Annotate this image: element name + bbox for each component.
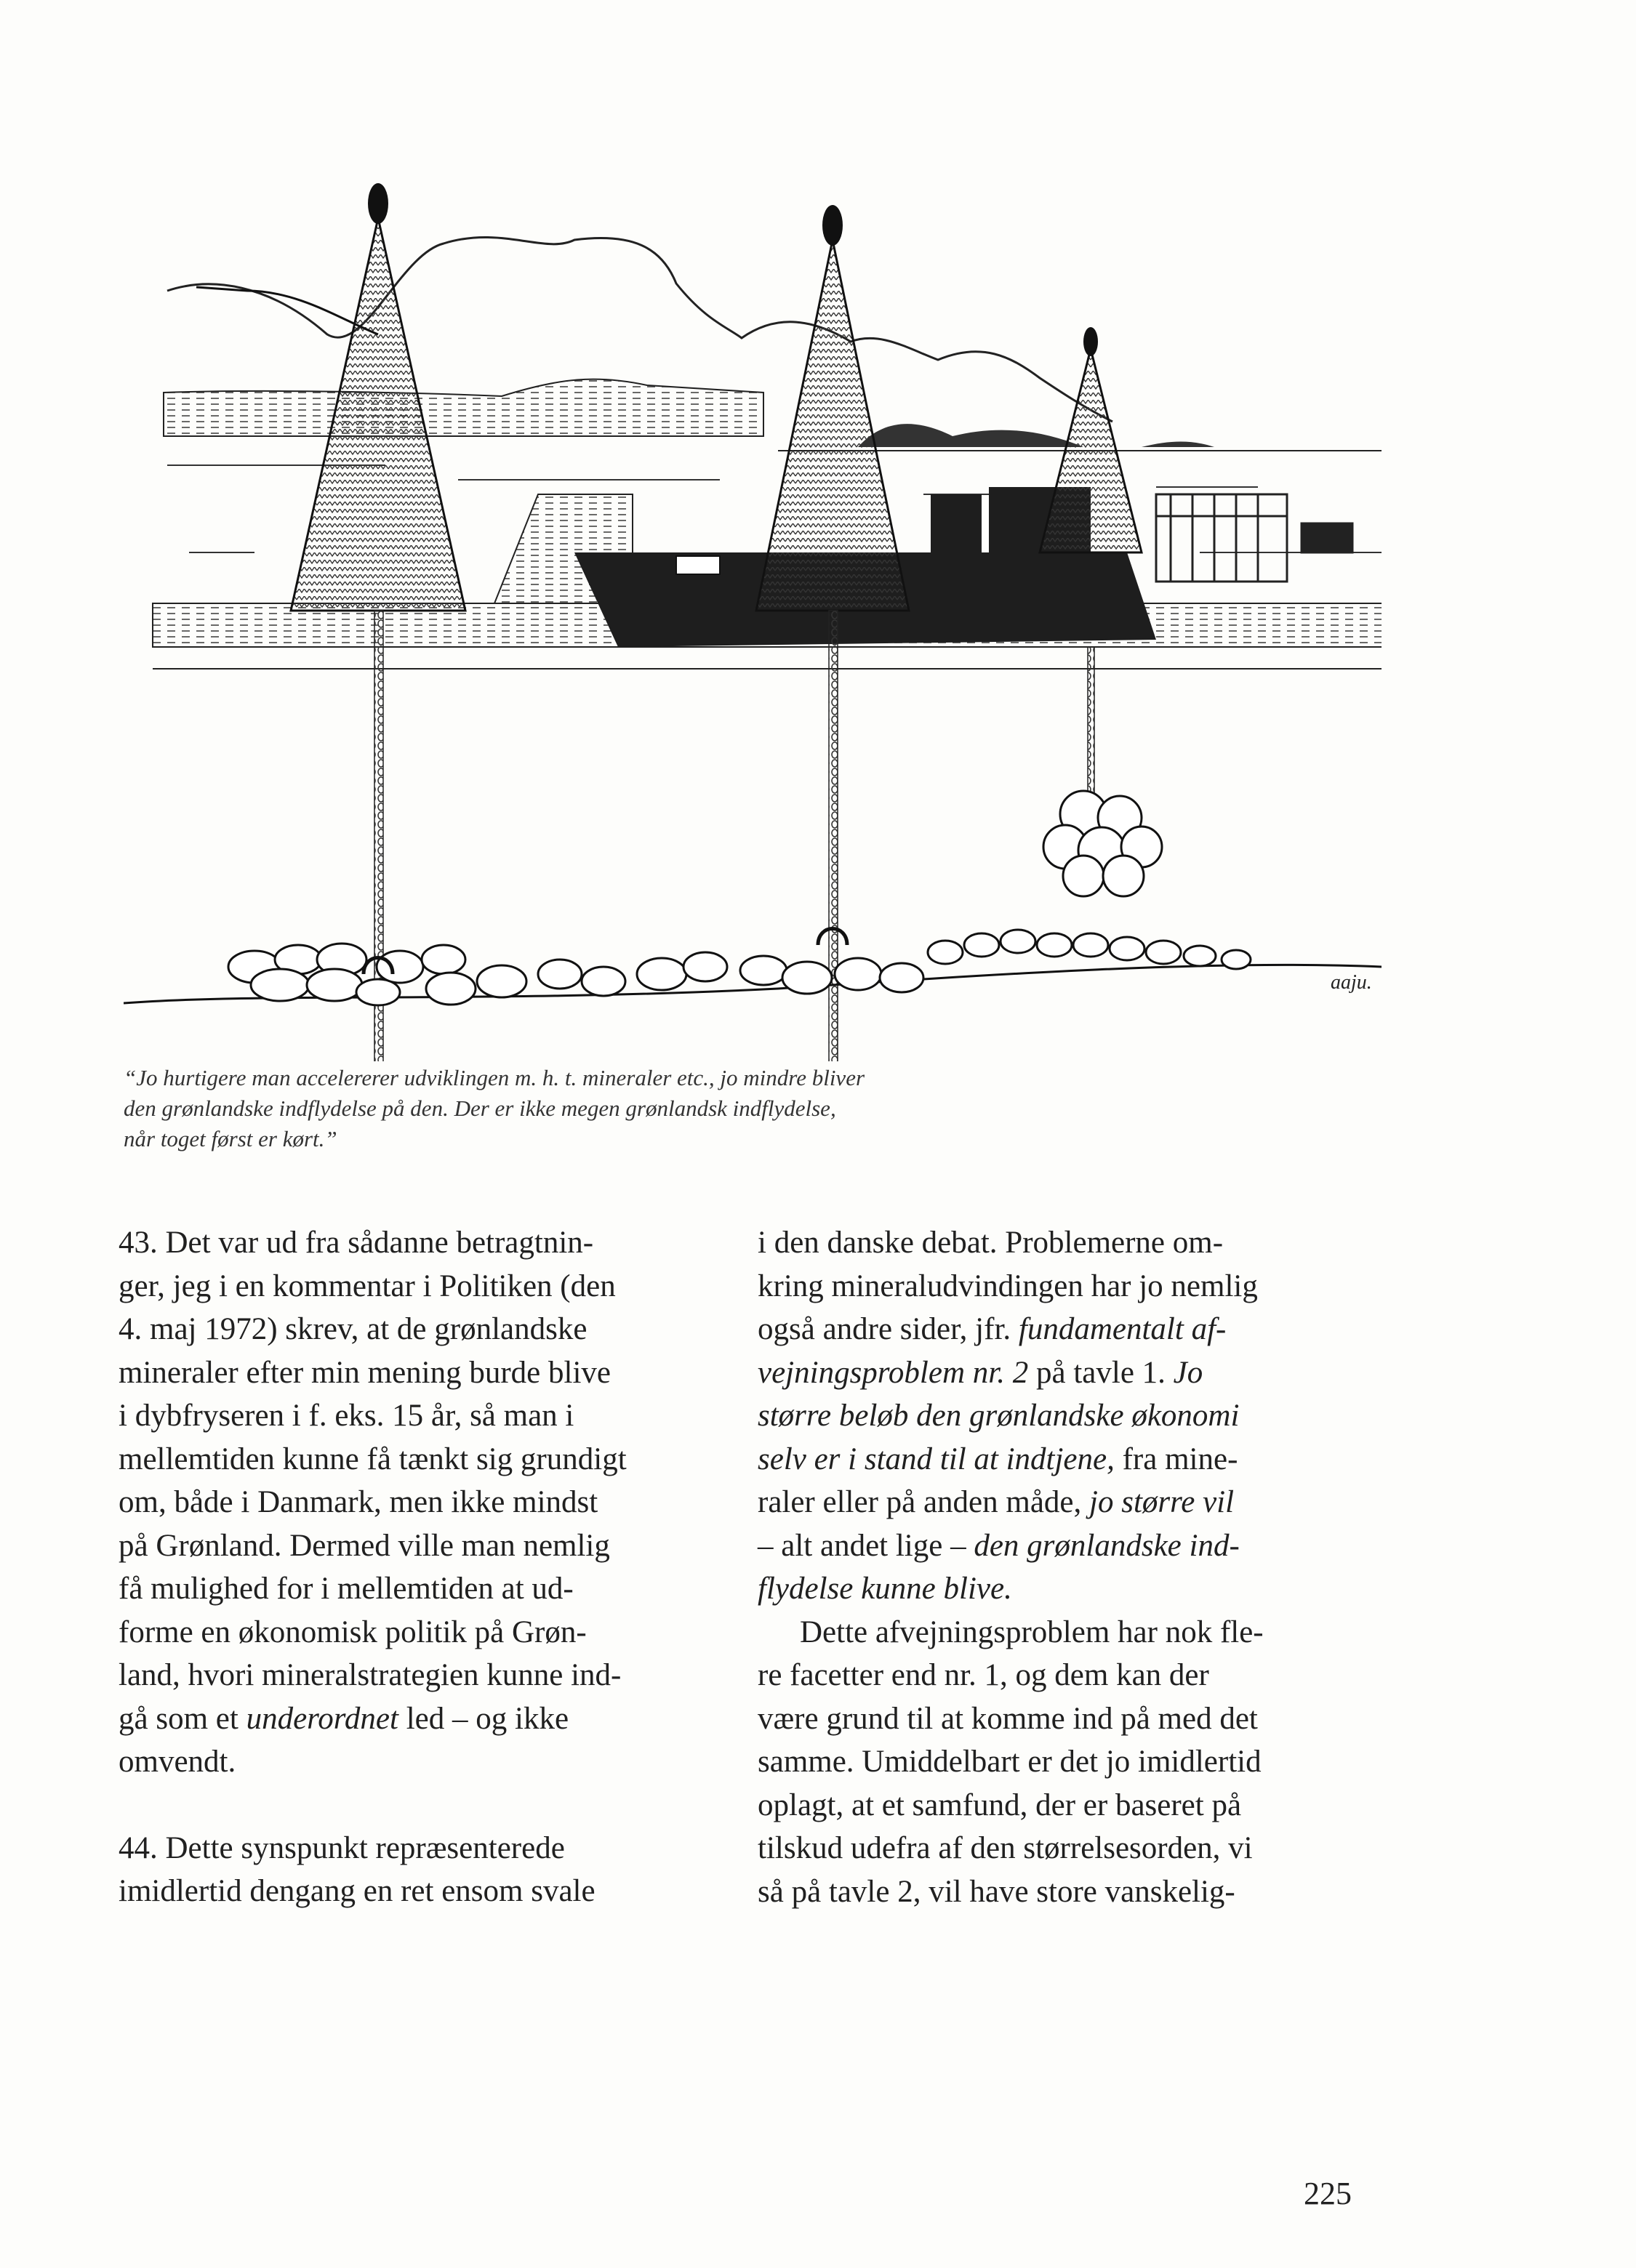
text-line: 4. maj 1972) skrev, at de grønlandske bbox=[119, 1312, 588, 1346]
text-span: også andre sider, jfr. bbox=[758, 1312, 1019, 1346]
emphasis: selv er i stand til at indtjene, bbox=[758, 1441, 1115, 1476]
text-line bbox=[758, 1567, 1354, 1611]
text-line: være grund til at komme ind på med det bbox=[758, 1701, 1258, 1736]
text-line: Dette afvejningsproblem har nok fle- bbox=[800, 1614, 1264, 1649]
illustration-caption bbox=[124, 1063, 1156, 1154]
text-line: kring mineraludvindingen har jo nemlig bbox=[758, 1268, 1258, 1303]
text-line: omvendt. bbox=[119, 1745, 236, 1779]
text-line: re facetter end nr. 1, og dem kan der bbox=[758, 1658, 1209, 1692]
emphasis: flydelse kunne blive. bbox=[758, 1572, 1012, 1606]
text-line bbox=[758, 1481, 1354, 1524]
text-line: 43. Det var ud fra sådanne betragtnin- bbox=[119, 1226, 594, 1260]
seabed-minerals bbox=[124, 930, 1382, 1005]
text-line: få mulighed for i mellemtiden at ud- bbox=[119, 1572, 574, 1606]
text-line: mineraler efter min mening burde blive bbox=[119, 1355, 611, 1390]
text-line bbox=[758, 1438, 1354, 1481]
text-span: – alt andet lige – bbox=[758, 1528, 974, 1563]
text-span: led – og ikke bbox=[398, 1701, 569, 1736]
text-line: om, både i Danmark, men ikke mindst bbox=[119, 1485, 598, 1519]
cable bbox=[196, 287, 378, 334]
text-line: oplagt, at et samfund, der er baseret på bbox=[758, 1788, 1242, 1822]
left-column bbox=[119, 1221, 715, 1913]
text-span: fra mine- bbox=[1114, 1441, 1238, 1476]
cartoon-illustration bbox=[124, 174, 1382, 1061]
emphasis: Jo bbox=[1173, 1355, 1203, 1390]
caption-line: den grønlandske indflydelse på den. Der er ikke megen grønlandsk indflydelse, bbox=[124, 1095, 836, 1121]
text-line: i dybfryseren i f. eks. 15 år, så man i bbox=[119, 1399, 574, 1433]
text-line bbox=[758, 1394, 1354, 1438]
emphasis: vejningsproblem nr. 2 bbox=[758, 1355, 1029, 1390]
text-span: gå som et bbox=[119, 1701, 246, 1736]
emphasis: den grønlandske ind- bbox=[974, 1528, 1240, 1563]
text-line: samme. Umiddelbart er det jo imidlertid bbox=[758, 1745, 1262, 1779]
text-line: imidlertid dengang en ret ensom svale bbox=[119, 1874, 596, 1908]
text-line: så på tavle 2, vil have store vanskelig- bbox=[758, 1874, 1235, 1909]
emphasis: jo større vil bbox=[1089, 1485, 1235, 1519]
caption-line: når toget først er kørt.” bbox=[124, 1126, 337, 1151]
text-line: 44. Dette synspunkt repræsenterede bbox=[119, 1830, 565, 1865]
text-line: tilskud udefra af den størrelsesorden, vi bbox=[758, 1831, 1253, 1865]
mineral-bag bbox=[1043, 791, 1162, 896]
caption-line: “Jo hurtigere man accelererer udviklingen m. h. t. mineraler etc., jo mindre bliver bbox=[124, 1065, 865, 1090]
emphasis: større beløb den grønlandske økonomi bbox=[758, 1399, 1240, 1433]
text-line: forme en økonomisk politik på Grøn- bbox=[119, 1614, 587, 1649]
text-line bbox=[758, 1308, 1354, 1351]
text-line: i den danske debat. Problemerne om- bbox=[758, 1226, 1224, 1260]
artist-signature: aaju. bbox=[1331, 971, 1372, 994]
text-line bbox=[758, 1524, 1354, 1568]
right-column bbox=[758, 1221, 1354, 1913]
emphasis: underordnet bbox=[246, 1701, 398, 1736]
harbour-buildings bbox=[1156, 494, 1352, 582]
text-span: raler eller på anden måde, bbox=[758, 1485, 1090, 1519]
text-line bbox=[758, 1351, 1354, 1395]
text-line: mellemtiden kunne få tænkt sig grundigt bbox=[119, 1441, 627, 1476]
text-span: på tavle 1. bbox=[1028, 1355, 1174, 1390]
text-line: land, hvori mineralstrategien kunne ind- bbox=[119, 1658, 622, 1692]
text-line bbox=[119, 1697, 715, 1741]
text-line: ger, jeg i en kommentar i Politiken (den bbox=[119, 1268, 616, 1303]
page-number: 225 bbox=[1304, 2176, 1352, 2211]
emphasis: fundamentalt af- bbox=[1018, 1312, 1227, 1346]
text-line: på Grønland. Dermed ville man nemlig bbox=[119, 1528, 610, 1563]
